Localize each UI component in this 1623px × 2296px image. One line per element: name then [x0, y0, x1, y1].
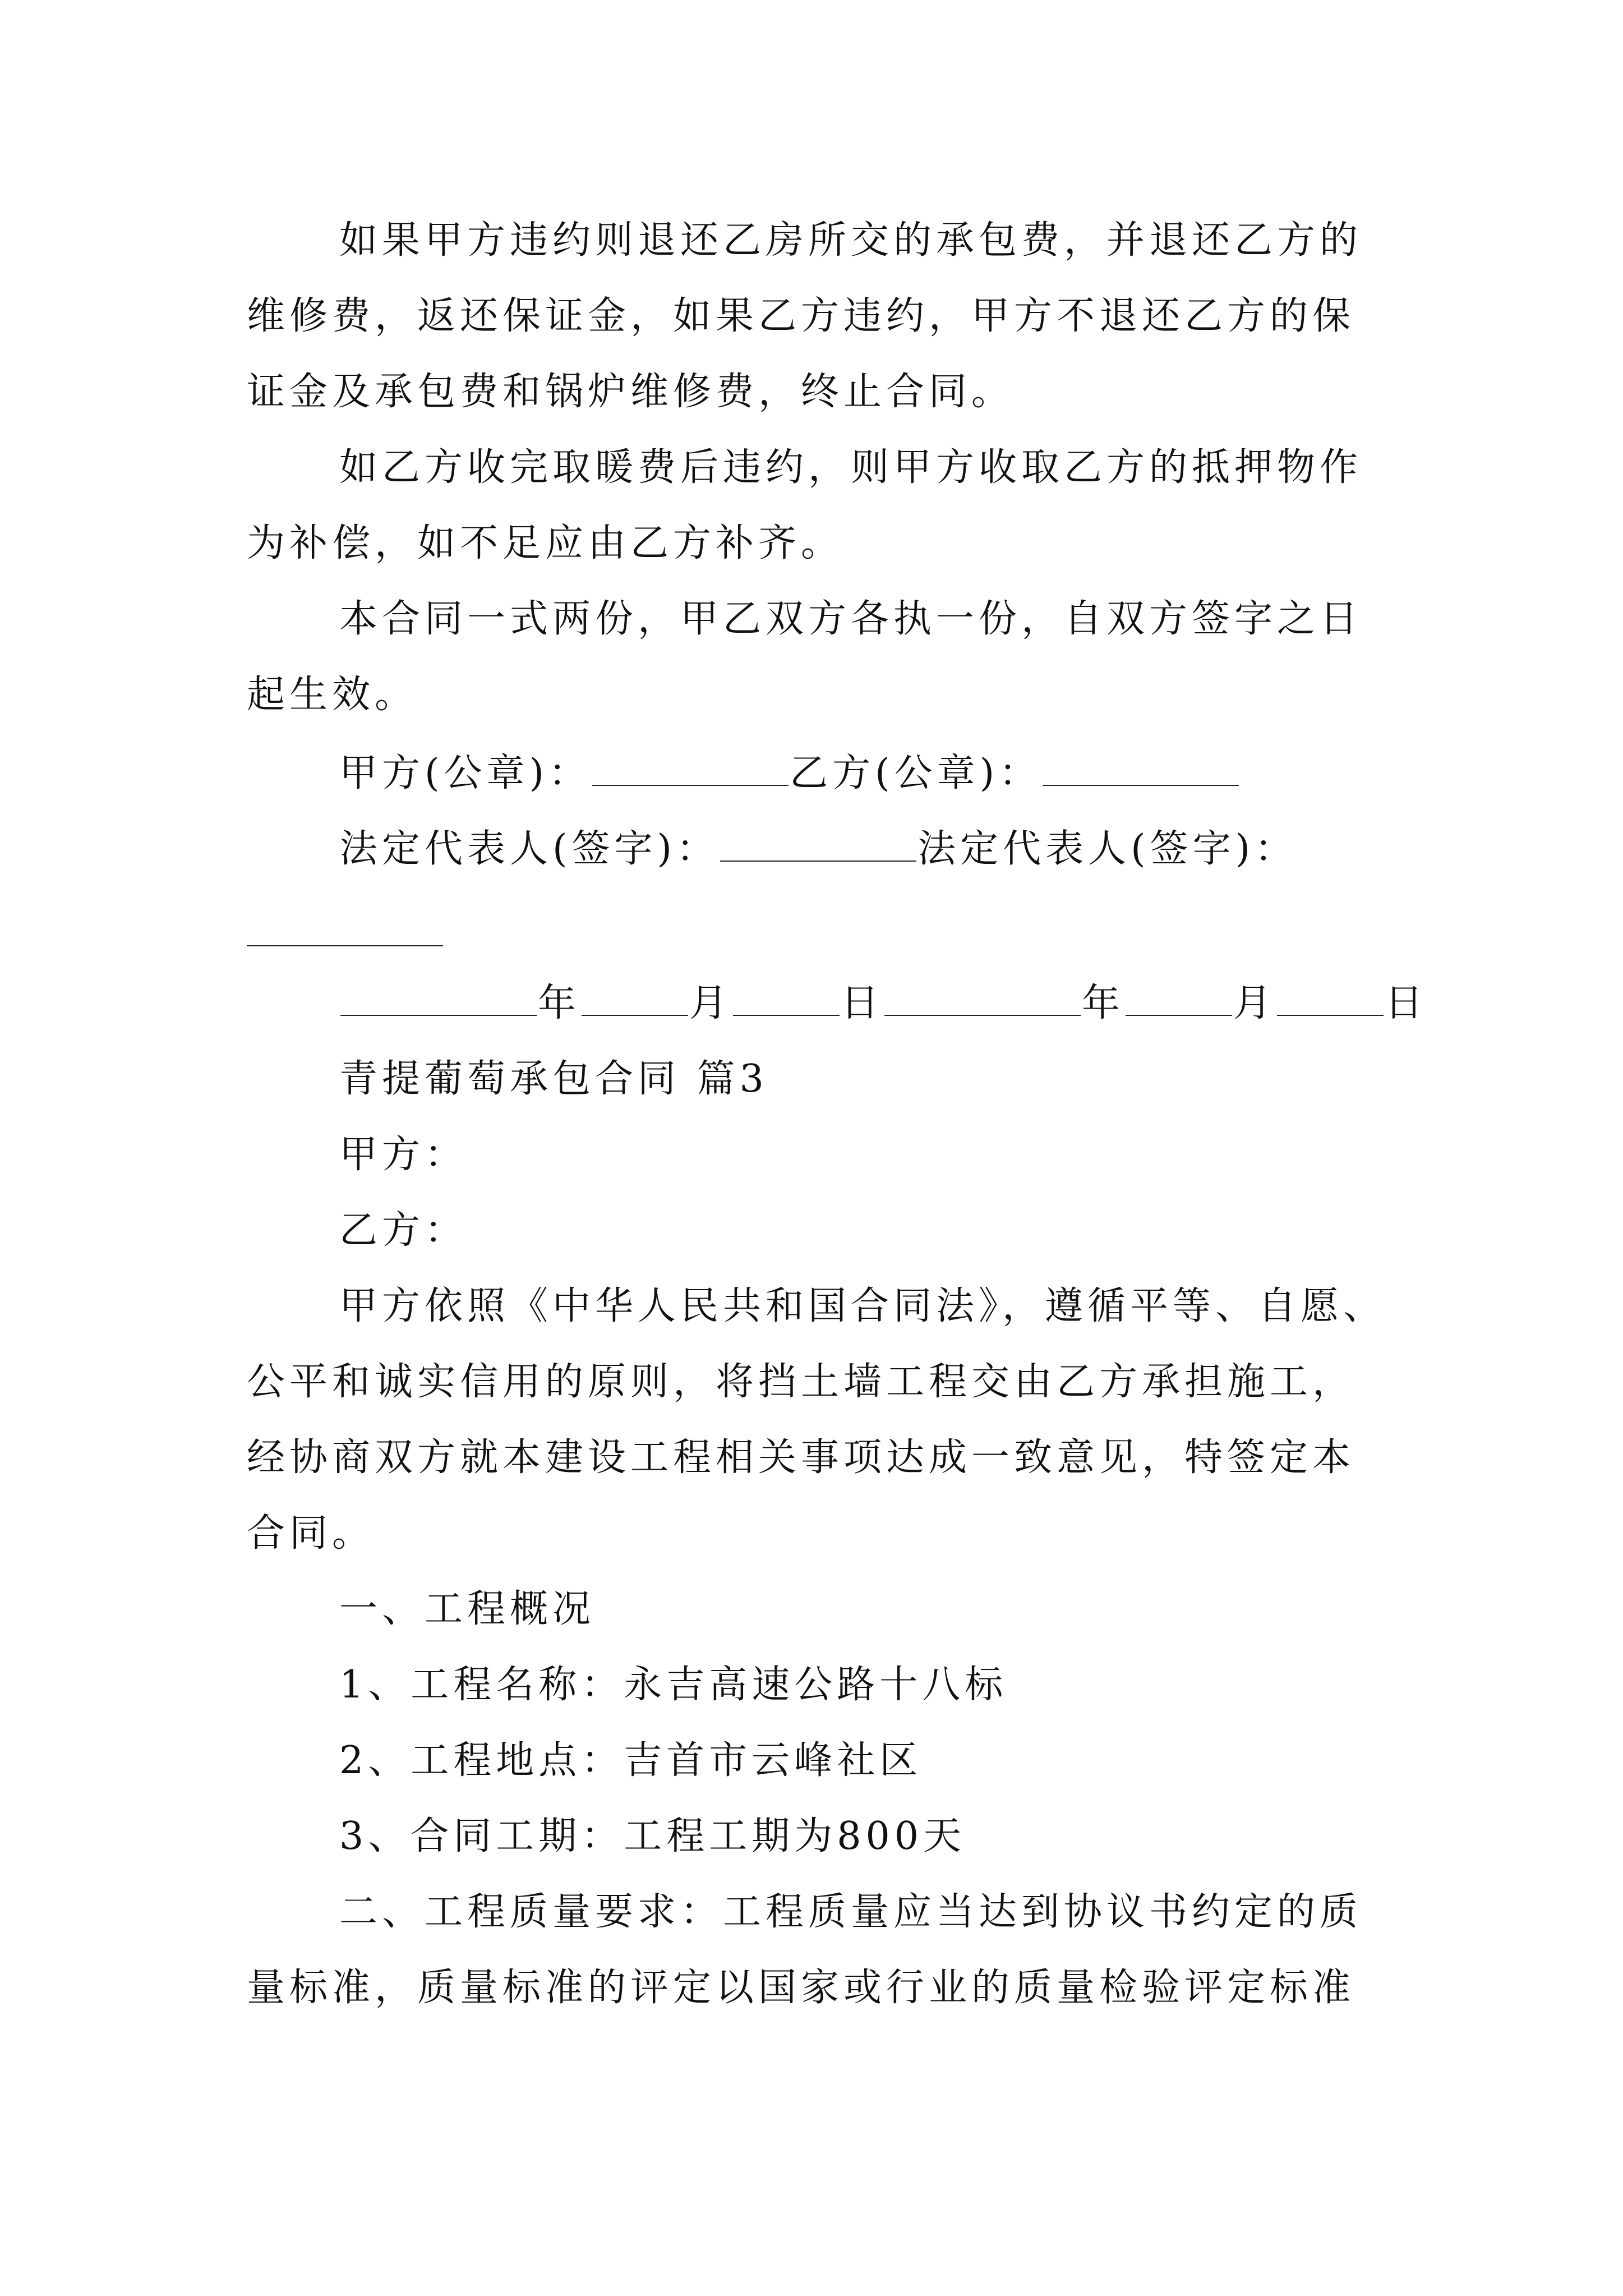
- party-a-seal-label: 甲方(公章)：: [339, 751, 592, 795]
- section-heading: 一、工程概况: [339, 1587, 596, 1631]
- party-b-seal-label: 乙方(公章)：: [790, 751, 1042, 795]
- paragraph-line: 本合同一式两份，甲乙双方各执一份，自双方签字之日: [339, 597, 1363, 641]
- year-label: 年: [538, 981, 581, 1025]
- month-label: 月: [689, 981, 732, 1025]
- month-blank: [1126, 1015, 1232, 1016]
- paragraph-line: 维修费，返还保证金，如果乙方违约，甲方不退还乙方的保: [247, 294, 1355, 338]
- section-title: 青提葡萄承包合同 篇3: [339, 1057, 768, 1101]
- signature-blank: [247, 945, 443, 946]
- rep-a-label: 法定代表人(签字)：: [339, 827, 720, 871]
- paragraph-line: 甲方依照《中华人民共和国合同法》，遵循平等、自愿、: [339, 1284, 1386, 1328]
- year-blank: [340, 1015, 537, 1016]
- day-blank: [1277, 1015, 1384, 1016]
- paragraph-line: 二、工程质量要求：工程质量应当达到协议书约定的质: [339, 1890, 1363, 1934]
- seal-line: [339, 751, 1240, 795]
- paragraph-line: 如乙方收完取暖费后违约，则甲方收取乙方的抵押物作: [339, 445, 1363, 490]
- day-label: 日: [841, 981, 884, 1025]
- year-label: 年: [1082, 981, 1125, 1025]
- year-blank: [884, 1015, 1081, 1016]
- paragraph-line: 证金及承包费和锅炉维修费，终止合同。: [247, 370, 1015, 414]
- paragraph-line: 为补偿，如不足应由乙方补齐。: [247, 521, 844, 565]
- list-item: 1、工程名称：永吉高速公路十八标: [339, 1663, 1008, 1707]
- paragraph-line: 合同。: [247, 1511, 375, 1556]
- list-item: 3、合同工期：工程工期为800天: [339, 1814, 966, 1858]
- paragraph-line: 如果甲方违约则退还乙房所交的承包费，并退还乙方的: [339, 218, 1363, 263]
- signature-blank: [720, 861, 916, 862]
- signature-blank: [592, 785, 789, 786]
- month-label: 月: [1233, 981, 1276, 1025]
- paragraph-line: 量标准，质量标准的评定以国家或行业的质量检验评定标准: [247, 1966, 1355, 2010]
- representative-line: [339, 827, 1298, 871]
- paragraph-line: 起生效。: [247, 673, 418, 717]
- signature-blank: [1043, 785, 1239, 786]
- rep-b-label: 法定代表人(签字)：: [917, 827, 1298, 871]
- list-item: 2、工程地点：吉首市云峰社区: [339, 1738, 923, 1783]
- party-a-line: 甲方：: [339, 1133, 468, 1177]
- paragraph-line: 经协商双方就本建设工程相关事项达成一致意见，特签定本: [247, 1435, 1355, 1480]
- date-line: [339, 981, 1428, 1025]
- day-label: 日: [1385, 981, 1428, 1025]
- month-blank: [582, 1015, 688, 1016]
- day-blank: [733, 1015, 840, 1016]
- party-b-line: 乙方：: [339, 1208, 468, 1253]
- paragraph-line: 公平和诚实信用的原则，将挡土墙工程交由乙方承担施工，: [247, 1360, 1355, 1404]
